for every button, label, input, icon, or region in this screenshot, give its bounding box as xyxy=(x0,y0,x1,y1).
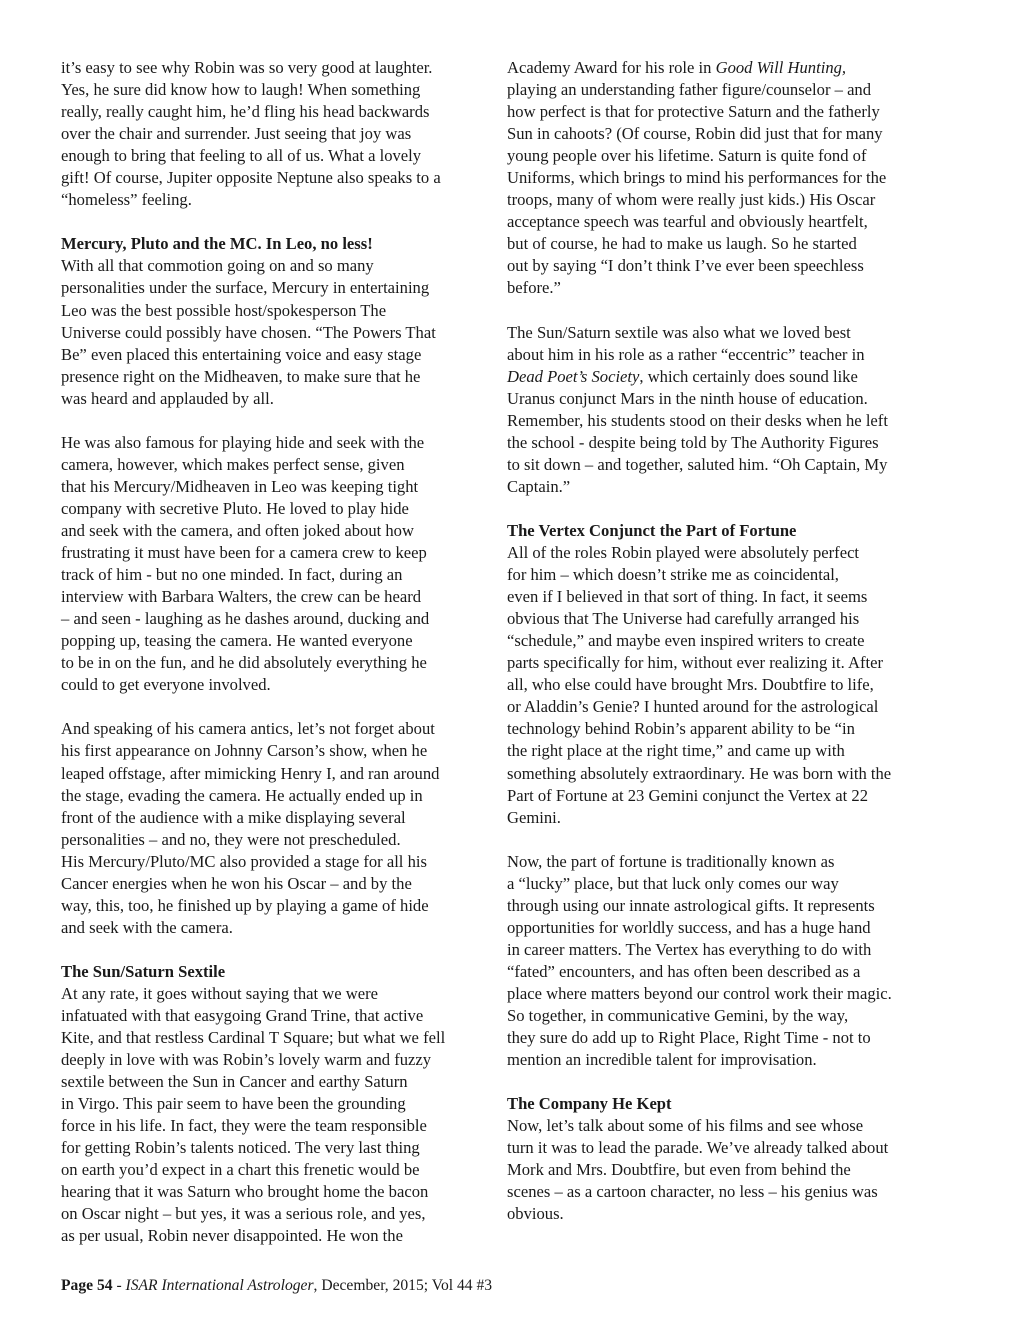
text-line xyxy=(507,542,939,564)
line-text: and seek with the camera, and often joked about how xyxy=(61,520,414,540)
section-heading xyxy=(507,520,939,542)
text-line xyxy=(507,1203,939,1225)
footer-separator: - xyxy=(112,1277,126,1294)
text-line xyxy=(507,322,939,344)
text-line xyxy=(507,740,939,762)
line-text: Remember, his students stood on their desks when he left xyxy=(507,410,888,430)
text-line xyxy=(507,1049,939,1071)
line-text: obvious that The Universe had carefully arranged his xyxy=(507,609,860,629)
text-line xyxy=(507,211,939,233)
line-text: on earth you’d expect in a chart this frenetic would be xyxy=(61,1160,420,1180)
line-text: With all that commotion going on and so many xyxy=(61,256,374,276)
line-text: popping up, teasing the camera. He wanted everyone xyxy=(61,631,413,651)
line-text: infatuated with that easygoing Grand Trine, that active xyxy=(61,1006,424,1026)
line-text: on Oscar night – but yes, it was a serious role, and yes, xyxy=(61,1204,426,1224)
text-line xyxy=(507,718,939,740)
text-line xyxy=(61,366,493,388)
line-text: Leo was the best possible host/spokesperson The xyxy=(61,300,387,320)
line-text: mention an incredible talent for improvisation. xyxy=(507,1050,817,1070)
text-line xyxy=(507,851,939,873)
line-text: way, this, too, he finished up by playing a game of hide xyxy=(61,895,429,915)
text-line xyxy=(61,608,493,630)
text-line xyxy=(61,564,493,586)
line-text: camera, however, which makes perfect sense, given xyxy=(61,454,405,474)
text-line xyxy=(507,167,939,189)
text-line xyxy=(507,123,939,145)
text-line xyxy=(507,1115,939,1137)
text-line xyxy=(507,57,939,79)
text-line xyxy=(61,1005,493,1027)
section-heading xyxy=(61,233,493,255)
text-line xyxy=(507,652,939,674)
line-text: out by saying “I don’t think I’ve ever been speechless xyxy=(507,256,864,276)
text-line xyxy=(507,432,939,454)
line-text: All of the roles Robin played were absolutely perfect xyxy=(507,543,860,563)
text-line xyxy=(61,454,493,476)
text-line xyxy=(61,1071,493,1093)
text-line xyxy=(61,895,493,917)
line-text: all, who else could have brought Mrs. Doubtfire to life, xyxy=(507,675,874,695)
text-line xyxy=(61,542,493,564)
line-text: that his Mercury/Midheaven in Leo was keeping tight xyxy=(61,476,419,496)
text-line xyxy=(507,189,939,211)
text-line xyxy=(61,807,493,829)
text-line xyxy=(507,763,939,785)
text-line xyxy=(507,145,939,167)
line-text: Sun in cahoots? (Of course, Robin did just that for many xyxy=(507,124,883,144)
line-text: And speaking of his camera antics, let’s not forget about xyxy=(61,719,435,739)
line-text: the stage, evading the camera. He actually ended up in xyxy=(61,785,423,805)
line-text: “schedule,” and maybe even inspired writers to create xyxy=(507,631,865,651)
text-line xyxy=(61,300,493,322)
left-column xyxy=(61,57,493,1248)
italic-title: Good Will Hunting, xyxy=(715,58,847,77)
text-line xyxy=(507,388,939,410)
line-text: but of course, he had to make us laugh. So he started xyxy=(507,234,857,254)
text-line xyxy=(61,1137,493,1159)
line-text: Uniforms, which brings to mind his performances for the xyxy=(507,168,887,188)
text-line xyxy=(507,1137,939,1159)
text-line xyxy=(61,674,493,696)
line-text: or Aladdin’s Genie? I hunted around for the astrological xyxy=(507,697,879,717)
line-text: in Virgo. This pair seem to have been the grounding xyxy=(61,1094,406,1114)
text-line xyxy=(61,718,493,740)
line-text: acceptance speech was tearful and obviously heartfelt, xyxy=(507,212,868,232)
text-line xyxy=(61,1027,493,1049)
line-text: Gemini. xyxy=(507,807,561,827)
line-text: leaped offstage, after mimicking Henry I, and ran around xyxy=(61,763,440,783)
line-text: Mercury, Pluto and the MC. In Leo, no less! xyxy=(61,234,373,254)
line-text: personalities under the surface, Mercury in entertaining xyxy=(61,278,430,298)
line-text: really, really caught him, he’d fling his head backwards xyxy=(61,102,430,122)
line-text: Now, the part of fortune is traditionally known as xyxy=(507,851,835,871)
line-text: to sit down – and together, saluted him. “Oh Captain, My xyxy=(507,454,888,474)
line-text: At any rate, it goes without saying that we were xyxy=(61,983,379,1003)
line-text: Mork and Mrs. Doubtfire, but even from behind the xyxy=(507,1160,851,1180)
text-line xyxy=(507,939,939,961)
line-text: turn it was to lead the parade. We’ve already talked about xyxy=(507,1138,889,1158)
text-line xyxy=(61,101,493,123)
line-text: to be in on the fun, and he did absolutely everything he xyxy=(61,653,427,673)
line-text: force in his life. In fact, they were the team responsible xyxy=(61,1116,427,1136)
text-line xyxy=(507,961,939,983)
text-line xyxy=(61,1049,493,1071)
line-text: track of him - but no one minded. In fact, during an xyxy=(61,565,403,585)
text-line xyxy=(61,322,493,344)
line-text: So together, in communicative Gemini, by the way, xyxy=(507,1006,849,1026)
text-line xyxy=(507,1159,939,1181)
section-heading xyxy=(61,961,493,983)
text-line xyxy=(507,233,939,255)
text-line xyxy=(61,344,493,366)
text-line xyxy=(507,608,939,630)
text-line xyxy=(61,1159,493,1181)
text-line xyxy=(61,167,493,189)
text-line xyxy=(507,410,939,432)
text-line xyxy=(507,917,939,939)
line-text: opportunities for worldly success, and has a huge hand xyxy=(507,917,871,937)
text-line xyxy=(61,145,493,167)
italic-title: Dead Poet’s Society xyxy=(507,366,640,386)
line-text: , which certainly does sound like xyxy=(639,366,858,386)
line-text: as per usual, Robin never disappointed. He won the xyxy=(61,1226,403,1246)
text-line xyxy=(61,79,493,101)
line-text: “homeless” feeling. xyxy=(61,190,192,210)
text-line xyxy=(507,1027,939,1049)
paragraph-gap xyxy=(507,1071,939,1093)
text-line xyxy=(61,917,493,939)
line-text: Yes, he sure did know how to laugh! When something xyxy=(61,80,421,100)
text-line xyxy=(507,79,939,101)
line-text: through using our innate astrological gifts. It represents xyxy=(507,895,875,915)
line-text: about him in his role as a rather “eccentric” teacher in xyxy=(507,344,865,364)
line-text: even if I believed in that sort of thing. In fact, it seems xyxy=(507,587,868,607)
section-heading xyxy=(507,1093,939,1115)
line-text: Captain.” xyxy=(507,476,571,496)
line-text: how perfect is that for protective Saturn and the fatherly xyxy=(507,102,880,122)
text-line xyxy=(507,674,939,696)
text-line xyxy=(61,520,493,542)
line-text: Kite, and that restless Cardinal T Square; but what we fell xyxy=(61,1028,446,1048)
line-text: gift! Of course, Jupiter opposite Neptune also speaks to a xyxy=(61,168,441,188)
text-line xyxy=(61,1203,493,1225)
paragraph-gap xyxy=(61,939,493,961)
text-line xyxy=(507,586,939,608)
line-text: presence right on the Midheaven, to make sure that he xyxy=(61,366,421,386)
line-text: over the chair and surrender. Just seeing that joy was xyxy=(61,124,412,144)
text-line xyxy=(61,123,493,145)
line-text: frustrating it must have been for a camera crew to keep xyxy=(61,543,427,563)
text-line xyxy=(61,1115,493,1137)
text-line xyxy=(507,277,939,299)
text-line xyxy=(61,1093,493,1115)
text-line xyxy=(507,366,939,388)
line-text: troops, many of whom were really just kids.) His Oscar xyxy=(507,190,876,210)
paragraph-gap xyxy=(61,211,493,233)
line-text: The Company He Kept xyxy=(507,1094,672,1114)
text-line xyxy=(61,277,493,299)
text-line xyxy=(507,983,939,1005)
text-line xyxy=(61,255,493,277)
line-text: his first appearance on Johnny Carson’s show, when he xyxy=(61,741,428,761)
line-text: Uranus conjunct Mars in the ninth house of education. xyxy=(507,388,868,408)
footer-publication: ISAR International Astrologer xyxy=(125,1277,314,1294)
line-text: interview with Barbara Walters, the crew can be heard xyxy=(61,587,422,607)
text-line xyxy=(507,564,939,586)
paragraph-gap xyxy=(507,829,939,851)
line-text: Academy Award for his role in xyxy=(507,58,716,77)
paragraph-gap xyxy=(61,410,493,432)
text-line xyxy=(507,873,939,895)
text-line xyxy=(61,189,493,211)
text-line xyxy=(61,983,493,1005)
line-text: for him – which doesn’t strike me as coincidental, xyxy=(507,565,839,585)
text-line xyxy=(61,652,493,674)
line-text: “fated” encounters, and has often been described as a xyxy=(507,961,861,981)
text-line xyxy=(61,57,493,79)
footer-issue: , December, 2015; Vol 44 #3 xyxy=(313,1277,493,1294)
line-text: could to get everyone involved. xyxy=(61,675,271,695)
paragraph-gap xyxy=(507,498,939,520)
text-line xyxy=(507,785,939,807)
text-line xyxy=(61,1181,493,1203)
text-line xyxy=(61,1225,493,1247)
line-text: The Vertex Conjunct the Part of Fortune xyxy=(507,520,797,540)
line-text: playing an understanding father figure/counselor – and xyxy=(507,80,872,100)
line-text: Be” even placed this entertaining voice and easy stage xyxy=(61,344,422,364)
line-text: obvious. xyxy=(507,1204,564,1224)
line-text: – and seen - laughing as he dashes around, ducking and xyxy=(61,609,430,629)
line-text: before.” xyxy=(507,278,561,298)
line-text: Now, let’s talk about some of his films and see whose xyxy=(507,1116,864,1136)
line-text: deeply in love with was Robin’s lovely warm and fuzzy xyxy=(61,1050,432,1070)
line-text: Universe could possibly have chosen. “The Powers That xyxy=(61,322,436,342)
text-line xyxy=(61,740,493,762)
line-text: The Sun/Saturn sextile was also what we loved best xyxy=(507,322,851,342)
line-text: something absolutely extraordinary. He was born with the xyxy=(507,763,892,783)
paragraph-gap xyxy=(507,300,939,322)
line-text: the school - despite being told by The Authority Figures xyxy=(507,432,879,452)
text-line xyxy=(61,498,493,520)
text-line xyxy=(507,1005,939,1027)
right-column xyxy=(507,57,939,1225)
line-text: Cancer energies when he won his Oscar – and by the xyxy=(61,873,412,893)
paragraph-gap xyxy=(61,696,493,718)
line-text: and seek with the camera. xyxy=(61,917,233,937)
page-footer xyxy=(61,1276,492,1296)
text-line xyxy=(507,696,939,718)
line-text: front of the audience with a mike displaying several xyxy=(61,807,406,827)
line-text: parts specifically for him, without ever realizing it. After xyxy=(507,653,884,673)
line-text: young people over his lifetime. Saturn is quite fond of xyxy=(507,146,867,166)
line-text: Part of Fortune at 23 Gemini conjunct the Vertex at 22 xyxy=(507,785,868,805)
text-line xyxy=(61,785,493,807)
line-text: scenes – as a cartoon character, no less – his genius was xyxy=(507,1182,878,1202)
text-line xyxy=(507,344,939,366)
text-line xyxy=(507,255,939,277)
footer-page-label: Page 54 xyxy=(61,1277,113,1294)
line-text: enough to bring that feeling to all of us. What a lovely xyxy=(61,146,422,166)
text-line xyxy=(61,873,493,895)
line-text: for getting Robin’s talents noticed. The very last thing xyxy=(61,1138,420,1158)
text-line xyxy=(61,763,493,785)
text-line xyxy=(507,1181,939,1203)
text-line xyxy=(61,476,493,498)
line-text: it’s easy to see why Robin was so very good at laughter. xyxy=(61,58,433,77)
line-text: company with secretive Pluto. He loved to play hide xyxy=(61,498,409,518)
text-line xyxy=(61,432,493,454)
text-line xyxy=(507,630,939,652)
text-line xyxy=(61,630,493,652)
line-text: a “lucky” place, but that luck only comes our way xyxy=(507,873,839,893)
text-line xyxy=(507,476,939,498)
line-text: hearing that it was Saturn who brought home the bacon xyxy=(61,1182,429,1202)
line-text: in career matters. The Vertex has everything to do with xyxy=(507,939,872,959)
text-line xyxy=(507,454,939,476)
text-line xyxy=(61,388,493,410)
text-line xyxy=(507,895,939,917)
text-line xyxy=(507,807,939,829)
line-text: sextile between the Sun in Cancer and earthy Saturn xyxy=(61,1072,408,1092)
line-text: technology behind Robin’s apparent ability to be “in xyxy=(507,719,855,739)
text-line xyxy=(61,851,493,873)
text-line xyxy=(61,829,493,851)
text-line xyxy=(507,101,939,123)
line-text: His Mercury/Pluto/MC also provided a stage for all his xyxy=(61,851,427,871)
line-text: they sure do add up to Right Place, Right Time - not to xyxy=(507,1028,871,1048)
line-text: was heard and applauded by all. xyxy=(61,388,274,408)
text-line xyxy=(61,586,493,608)
line-text: The Sun/Saturn Sextile xyxy=(61,961,226,981)
line-text: place where matters beyond our control work their magic. xyxy=(507,983,892,1003)
line-text: personalities – and no, they were not prescheduled. xyxy=(61,829,401,849)
line-text: the right place at the right time,” and came up with xyxy=(507,741,845,761)
line-text: He was also famous for playing hide and seek with the xyxy=(61,432,425,452)
